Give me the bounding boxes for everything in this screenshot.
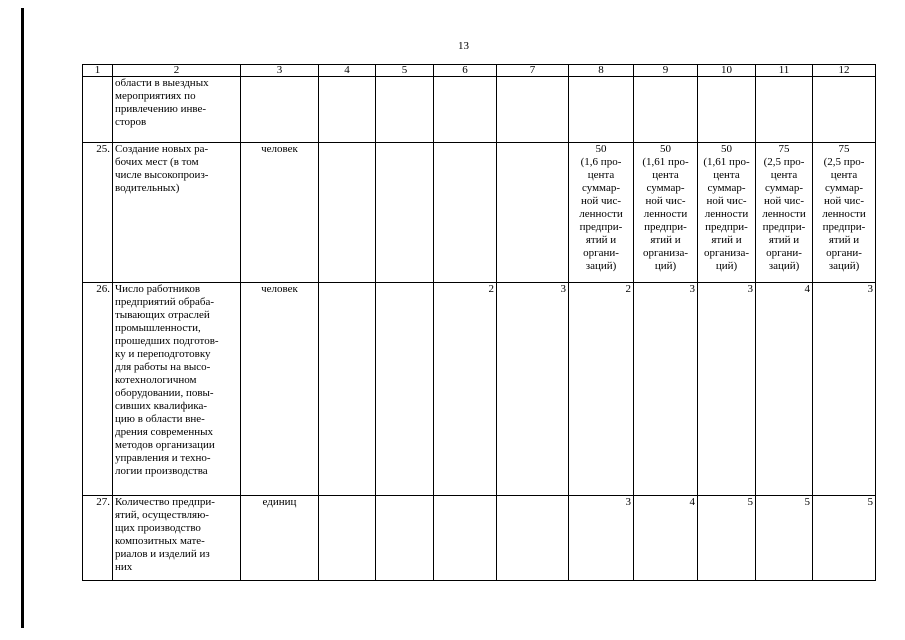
header-cell: 1: [83, 65, 113, 77]
unit-of-measure: человек: [241, 283, 319, 496]
header-row: [83, 65, 876, 77]
indicator-line: логии производства: [115, 465, 208, 477]
indicator-line: бочих мест (в том: [115, 156, 199, 168]
indicator-line: дрения современных: [115, 426, 214, 438]
value-line: 50: [595, 143, 607, 155]
header-cell: 3: [241, 65, 319, 77]
indicator-name: [113, 283, 241, 496]
indicator-line: методов организации: [115, 439, 215, 451]
value-cell: [698, 77, 756, 143]
value-line: (1,61 про-: [642, 156, 689, 168]
indicator-line: привлечению инве-: [115, 103, 207, 115]
value-line: цента: [830, 169, 858, 181]
value-line: органи-: [583, 247, 619, 259]
indicator-line: предприятий обраба-: [115, 296, 215, 308]
value-line: (1,6 про-: [580, 156, 622, 168]
value-cell: [319, 143, 376, 283]
indicator-line: котехнологичном: [115, 374, 197, 386]
value-cell: 4: [634, 496, 698, 581]
value-cell: [756, 143, 813, 283]
value-line: (2,5 про-: [823, 156, 865, 168]
indicator-line: цию в области вне-: [115, 413, 205, 425]
indicator-line: сторов: [115, 116, 147, 128]
indicator-line: мероприятиях по: [115, 90, 196, 102]
value-cell: [634, 143, 698, 283]
value-line: цента: [652, 169, 679, 181]
indicator-name: [113, 143, 241, 283]
unit-of-measure: единиц: [241, 496, 319, 581]
row-number: 27.: [83, 496, 113, 581]
unit-of-measure: человек: [241, 143, 319, 283]
value-line: организа-: [703, 247, 750, 259]
value-cell: [376, 283, 434, 496]
indicator-line: риалов и изделий из: [115, 548, 210, 560]
indicator-line: управления и техно-: [115, 452, 211, 464]
value-line: ятий и: [768, 234, 800, 246]
value-line: ленности: [762, 208, 806, 220]
row-number: 25.: [83, 143, 113, 283]
value-line: ций): [715, 260, 738, 272]
value-line: ной чис-: [764, 195, 804, 207]
indicator-line: водительных): [115, 182, 180, 194]
value-line: предпри-: [822, 221, 866, 233]
value-cell: 3: [698, 283, 756, 496]
value-line: ятий и: [650, 234, 681, 246]
value-line: предпри-: [762, 221, 806, 233]
indicator-line: области в выездных: [115, 77, 209, 89]
indicator-line: прошедших подготов-: [115, 335, 219, 347]
value-cell: [497, 77, 569, 143]
value-cell: 3: [813, 283, 876, 496]
value-line: органи-: [766, 247, 802, 259]
value-line: суммар-: [582, 182, 620, 194]
value-line: ной чис-: [706, 195, 747, 207]
value-line: 50: [660, 143, 671, 155]
value-cell: [569, 77, 634, 143]
indicator-line: числе высокопроиз-: [115, 169, 209, 181]
indicator-line: них: [115, 561, 133, 573]
header-cell: 4: [319, 65, 376, 77]
value-line: ной чис-: [581, 195, 621, 207]
value-line: заций): [585, 260, 617, 272]
value-cell: [376, 496, 434, 581]
value-cell: [756, 77, 813, 143]
value-line: (1,61 про-: [703, 156, 750, 168]
row-number: 26.: [83, 283, 113, 496]
header-cell: 12: [813, 65, 876, 77]
value-line: цента: [770, 169, 798, 181]
scan-edge-bar: [21, 8, 24, 628]
header-cell: 5: [376, 65, 434, 77]
indicator-name: [113, 496, 241, 581]
value-cell: [698, 143, 756, 283]
value-cell: [376, 77, 434, 143]
page-number: 13: [458, 40, 469, 52]
value-cell: [813, 77, 876, 143]
value-line: ленности: [704, 208, 749, 220]
value-line: 75: [778, 143, 790, 155]
value-line: ятий и: [828, 234, 860, 246]
indicator-name: [113, 77, 241, 143]
table-row: [83, 496, 876, 581]
indicator-line: для работы на высо-: [115, 361, 211, 373]
value-line: цента: [713, 169, 740, 181]
value-cell: [319, 283, 376, 496]
value-line: ленности: [579, 208, 623, 220]
value-line: ной чис-: [824, 195, 864, 207]
header-cell: 10: [698, 65, 756, 77]
value-cell: [634, 77, 698, 143]
indicator-line: тывающих отраслей: [115, 309, 210, 321]
value-line: суммар-: [825, 182, 863, 194]
indicator-line: щих производство: [115, 522, 201, 534]
indicator-table: [82, 64, 876, 581]
indicator-line: Создание новых ра-: [115, 143, 209, 155]
value-cell: 2: [569, 283, 634, 496]
indicator-line: сивших квалифика-: [115, 400, 208, 412]
value-cell: 3: [569, 496, 634, 581]
value-cell: [319, 77, 376, 143]
value-line: предпри-: [705, 221, 748, 233]
indicator-line: оборудовании, повы-: [115, 387, 214, 399]
value-cell: [497, 143, 569, 283]
table-row: [83, 283, 876, 496]
header-cell: 2: [113, 65, 241, 77]
header-cell: 9: [634, 65, 698, 77]
value-line: ной чис-: [645, 195, 686, 207]
indicator-line: промышленности,: [115, 322, 201, 334]
value-cell: 2: [434, 283, 497, 496]
value-cell: [434, 143, 497, 283]
value-line: предпри-: [644, 221, 687, 233]
indicator-line: композитных мате-: [115, 535, 205, 547]
value-cell: [569, 143, 634, 283]
indicator-line: ятий, осуществляю-: [115, 509, 209, 521]
value-cell: [376, 143, 434, 283]
header-cell: 8: [569, 65, 634, 77]
value-cell: [434, 496, 497, 581]
header-cell: 11: [756, 65, 813, 77]
value-cell: 5: [698, 496, 756, 581]
value-cell: [813, 143, 876, 283]
value-cell: 5: [813, 496, 876, 581]
value-line: суммар-: [707, 182, 746, 194]
value-line: органи-: [826, 247, 862, 259]
header-cell: 6: [434, 65, 497, 77]
value-cell: 5: [756, 496, 813, 581]
table-row: [83, 77, 876, 143]
value-cell: 4: [756, 283, 813, 496]
row-number: [83, 77, 113, 143]
indicator-line: Количество предпри-: [115, 496, 215, 508]
value-line: цента: [587, 169, 615, 181]
value-cell: [434, 77, 497, 143]
indicator-line: ку и переподготовку: [115, 348, 211, 360]
value-line: заций): [828, 260, 860, 272]
value-line: ятий и: [711, 234, 742, 246]
value-cell: 3: [497, 283, 569, 496]
value-line: 75: [838, 143, 850, 155]
table-row: [83, 143, 876, 283]
value-line: ций): [654, 260, 677, 272]
indicator-line: Число работников: [115, 283, 201, 295]
value-cell: 3: [634, 283, 698, 496]
value-line: ленности: [822, 208, 866, 220]
value-line: организа-: [642, 247, 689, 259]
unit-of-measure: [241, 77, 319, 143]
value-line: ятий и: [585, 234, 617, 246]
value-line: суммар-: [765, 182, 803, 194]
value-line: 50: [721, 143, 732, 155]
value-line: суммар-: [646, 182, 685, 194]
value-cell: [497, 496, 569, 581]
value-line: заций): [768, 260, 800, 272]
header-cell: 7: [497, 65, 569, 77]
value-line: (2,5 про-: [763, 156, 805, 168]
value-cell: [319, 496, 376, 581]
value-line: ленности: [643, 208, 688, 220]
value-line: предпри-: [579, 221, 623, 233]
